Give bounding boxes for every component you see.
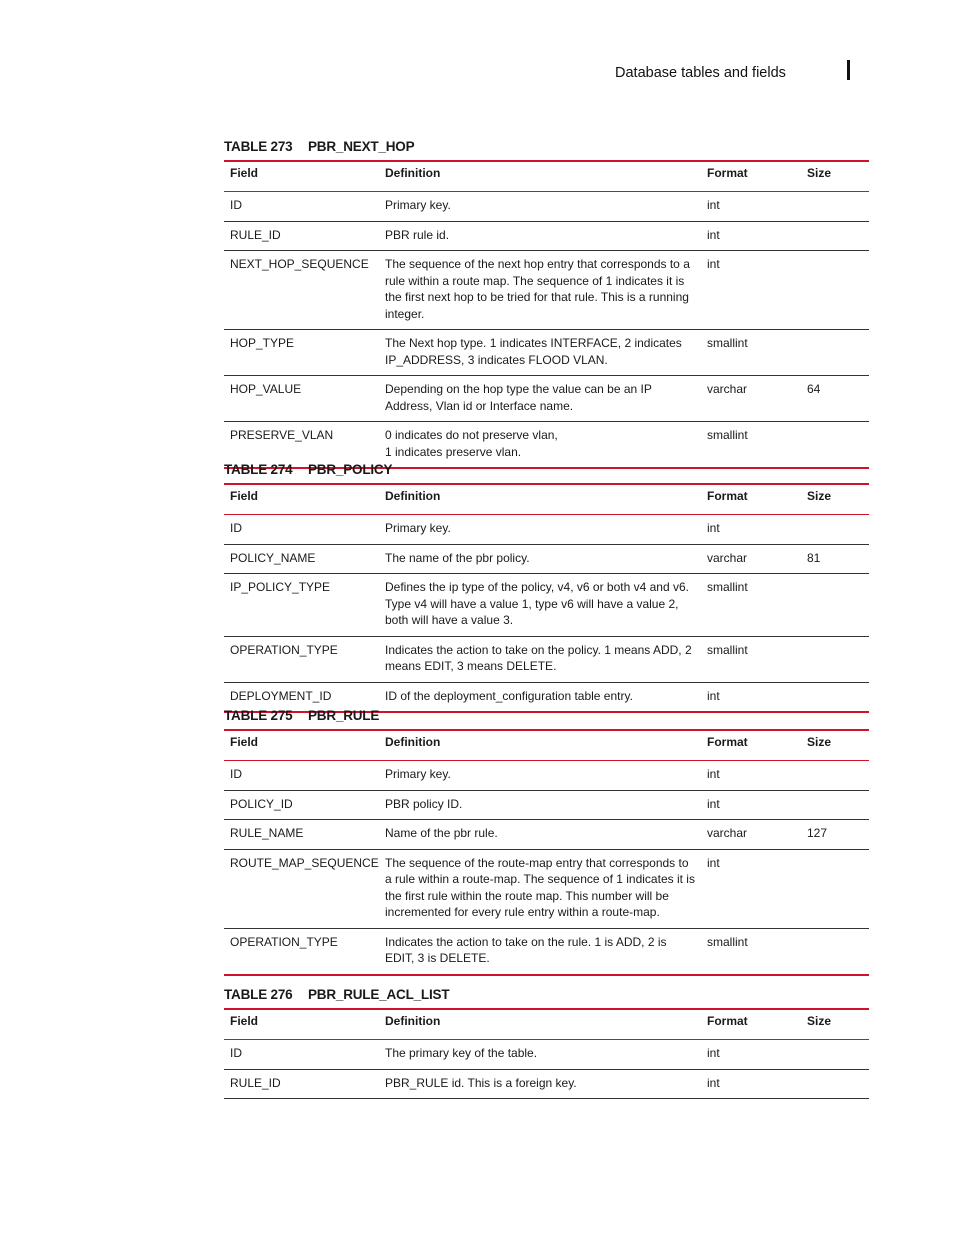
table-cell xyxy=(801,192,869,222)
table-cell: HOP_VALUE xyxy=(230,382,302,396)
table-name: PBR_RULE_ACL_LIST xyxy=(308,987,450,1002)
table-cell: 127 xyxy=(807,826,828,840)
table-row xyxy=(224,636,869,682)
table-cell xyxy=(801,1069,869,1099)
table-row xyxy=(224,221,869,251)
table-cell: Defines the ip type of the policy, v4, v6 or both v4 and v6. Type v4 will have a value 1, type v6 will have a value 2, both will have a value 3. xyxy=(385,580,689,627)
column-header: Format xyxy=(707,1014,748,1028)
table-number: TABLE 273 xyxy=(224,139,293,154)
table-cell: int xyxy=(707,855,720,870)
header-marker-bar xyxy=(847,60,850,80)
column-header: Field xyxy=(230,166,259,180)
table-block-pbr-policy xyxy=(224,462,869,713)
table-caption xyxy=(224,708,869,724)
table-cell xyxy=(801,790,869,820)
table-cell: DEPLOYMENT_ID xyxy=(230,688,332,703)
table-cell: 81 xyxy=(807,550,821,565)
table-cell: varchar xyxy=(707,382,748,396)
column-header: Format xyxy=(707,166,748,180)
table-cell: PBR_RULE id. This is a foreign key. xyxy=(385,1075,577,1090)
data-table xyxy=(224,160,869,469)
table-header-row xyxy=(224,730,869,761)
table-row xyxy=(224,376,869,422)
table-caption xyxy=(224,139,869,155)
table-row xyxy=(224,192,869,222)
table-cell: 0 indicates do not preserve vlan, 1 indicates preserve vlan. xyxy=(385,428,558,459)
table-cell xyxy=(801,849,869,928)
data-table xyxy=(224,1008,869,1099)
table-cell: int xyxy=(707,521,720,535)
column-header: Format xyxy=(707,735,748,749)
column-header: Format xyxy=(707,489,748,503)
table-cell: Indicates the action to take on the policy. 1 means ADD, 2 means EDIT, 3 means DELETE. xyxy=(385,642,692,673)
table-number: TABLE 275 xyxy=(224,708,293,723)
table-cell: The Next hop type. 1 indicates INTERFACE, 2 indicates IP_ADDRESS, 3 indicates FLOOD VLAN. xyxy=(385,336,682,367)
table-cell: ROUTE_MAP_SEQUENCE xyxy=(230,855,379,870)
table-cell: ID xyxy=(230,767,242,781)
table-cell xyxy=(801,761,869,791)
table-cell: int xyxy=(707,198,720,212)
table-cell: RULE_ID xyxy=(230,1075,281,1090)
table-cell xyxy=(801,515,869,545)
table-row xyxy=(224,820,869,850)
table-header-row xyxy=(224,1009,869,1040)
table-cell: POLICY_NAME xyxy=(230,550,316,565)
column-header: Size xyxy=(807,1014,832,1028)
table-header-row xyxy=(224,484,869,515)
table-caption xyxy=(224,462,869,478)
table-cell: OPERATION_TYPE xyxy=(230,934,338,949)
table-cell: int xyxy=(707,227,720,242)
column-header: Field xyxy=(230,489,259,503)
table-cell xyxy=(801,1040,869,1070)
table-cell: Primary key. xyxy=(385,521,451,535)
table-cell: Primary key. xyxy=(385,767,451,781)
column-header: Definition xyxy=(385,1014,441,1028)
table-cell: int xyxy=(707,767,720,781)
table-cell: NEXT_HOP_SEQUENCE xyxy=(230,257,369,271)
table-cell: The sequence of the route-map entry that corresponds to a rule within a route-map. The sequence of 1 indicates it is the first rule within the route map. This number will be incremented for every rule entry within a route-map. xyxy=(385,855,695,919)
table-cell: 64 xyxy=(807,382,821,396)
table-row xyxy=(224,1040,869,1070)
data-table xyxy=(224,729,869,976)
table-cell xyxy=(801,251,869,330)
table-cell: PBR policy ID. xyxy=(385,796,463,811)
table-cell: Name of the pbr rule. xyxy=(385,826,498,840)
table-cell: int xyxy=(707,688,720,703)
table-block-pbr-rule xyxy=(224,708,869,976)
table-cell: int xyxy=(707,1075,720,1090)
table-row xyxy=(224,544,869,574)
table-block-pbr-rule-acl-list xyxy=(224,987,869,1099)
table-cell: IP_POLICY_TYPE xyxy=(230,580,331,594)
table-cell: ID xyxy=(230,521,242,535)
table-row xyxy=(224,515,869,545)
column-header: Definition xyxy=(385,166,441,180)
table-cell: Indicates the action to take on the rule. 1 is ADD, 2 is EDIT, 3 is DELETE. xyxy=(385,934,667,965)
table-row xyxy=(224,761,869,791)
table-cell: The sequence of the next hop entry that corresponds to a rule within a route map. The sequence of 1 indicates it is the first next hop to be tried for that rule. This is a running integer. xyxy=(385,257,690,321)
table-row xyxy=(224,928,869,975)
table-row xyxy=(224,790,869,820)
table-cell: HOP_TYPE xyxy=(230,336,295,350)
table-cell: int xyxy=(707,796,720,811)
table-cell: RULE_ID xyxy=(230,227,281,242)
page-header-title: Database tables and fields xyxy=(615,65,786,81)
column-header: Size xyxy=(807,489,832,503)
column-header: Field xyxy=(230,735,259,749)
table-cell xyxy=(801,330,869,376)
table-row xyxy=(224,1069,869,1099)
data-table xyxy=(224,483,869,713)
table-cell: int xyxy=(707,257,720,271)
table-cell xyxy=(801,221,869,251)
table-name: PBR_RULE xyxy=(308,708,380,723)
table-number: TABLE 276 xyxy=(224,987,293,1002)
table-cell: Primary key. xyxy=(385,198,451,212)
table-cell: POLICY_ID xyxy=(230,796,293,811)
table-name: PBR_NEXT_HOP xyxy=(308,139,415,154)
column-header: Definition xyxy=(385,489,441,503)
table-cell xyxy=(801,636,869,682)
table-cell: PRESERVE_VLAN xyxy=(230,428,334,442)
table-cell: int xyxy=(707,1046,720,1060)
table-cell: varchar xyxy=(707,550,748,565)
table-cell xyxy=(801,928,869,975)
table-caption xyxy=(224,987,869,1003)
table-cell: PBR rule id. xyxy=(385,227,450,242)
table-cell: smallint xyxy=(707,934,748,949)
table-row xyxy=(224,849,869,928)
table-row xyxy=(224,574,869,637)
table-cell: smallint xyxy=(707,642,748,657)
table-row xyxy=(224,330,869,376)
table-header-row xyxy=(224,161,869,192)
table-row xyxy=(224,251,869,330)
column-header: Definition xyxy=(385,735,441,749)
column-header: Field xyxy=(230,1014,259,1028)
table-cell: RULE_NAME xyxy=(230,826,304,840)
table-cell: smallint xyxy=(707,336,748,350)
table-cell: varchar xyxy=(707,826,748,840)
table-cell: ID xyxy=(230,198,242,212)
table-block-pbr-next-hop xyxy=(224,139,869,469)
table-number: TABLE 274 xyxy=(224,462,293,477)
table-cell: ID xyxy=(230,1046,242,1060)
table-cell xyxy=(801,574,869,637)
column-header: Size xyxy=(807,735,832,749)
table-cell: The primary key of the table. xyxy=(385,1046,538,1060)
table-cell: OPERATION_TYPE xyxy=(230,642,338,657)
table-cell: The name of the pbr policy. xyxy=(385,550,530,565)
column-header: Size xyxy=(807,166,832,180)
table-cell: ID of the deployment_configuration table entry. xyxy=(385,688,633,703)
table-cell: smallint xyxy=(707,428,748,442)
table-cell: Depending on the hop type the value can be an IP Address, Vlan id or Interface name. xyxy=(385,382,652,413)
table-cell: smallint xyxy=(707,580,748,594)
table-name: PBR_POLICY xyxy=(308,462,393,477)
